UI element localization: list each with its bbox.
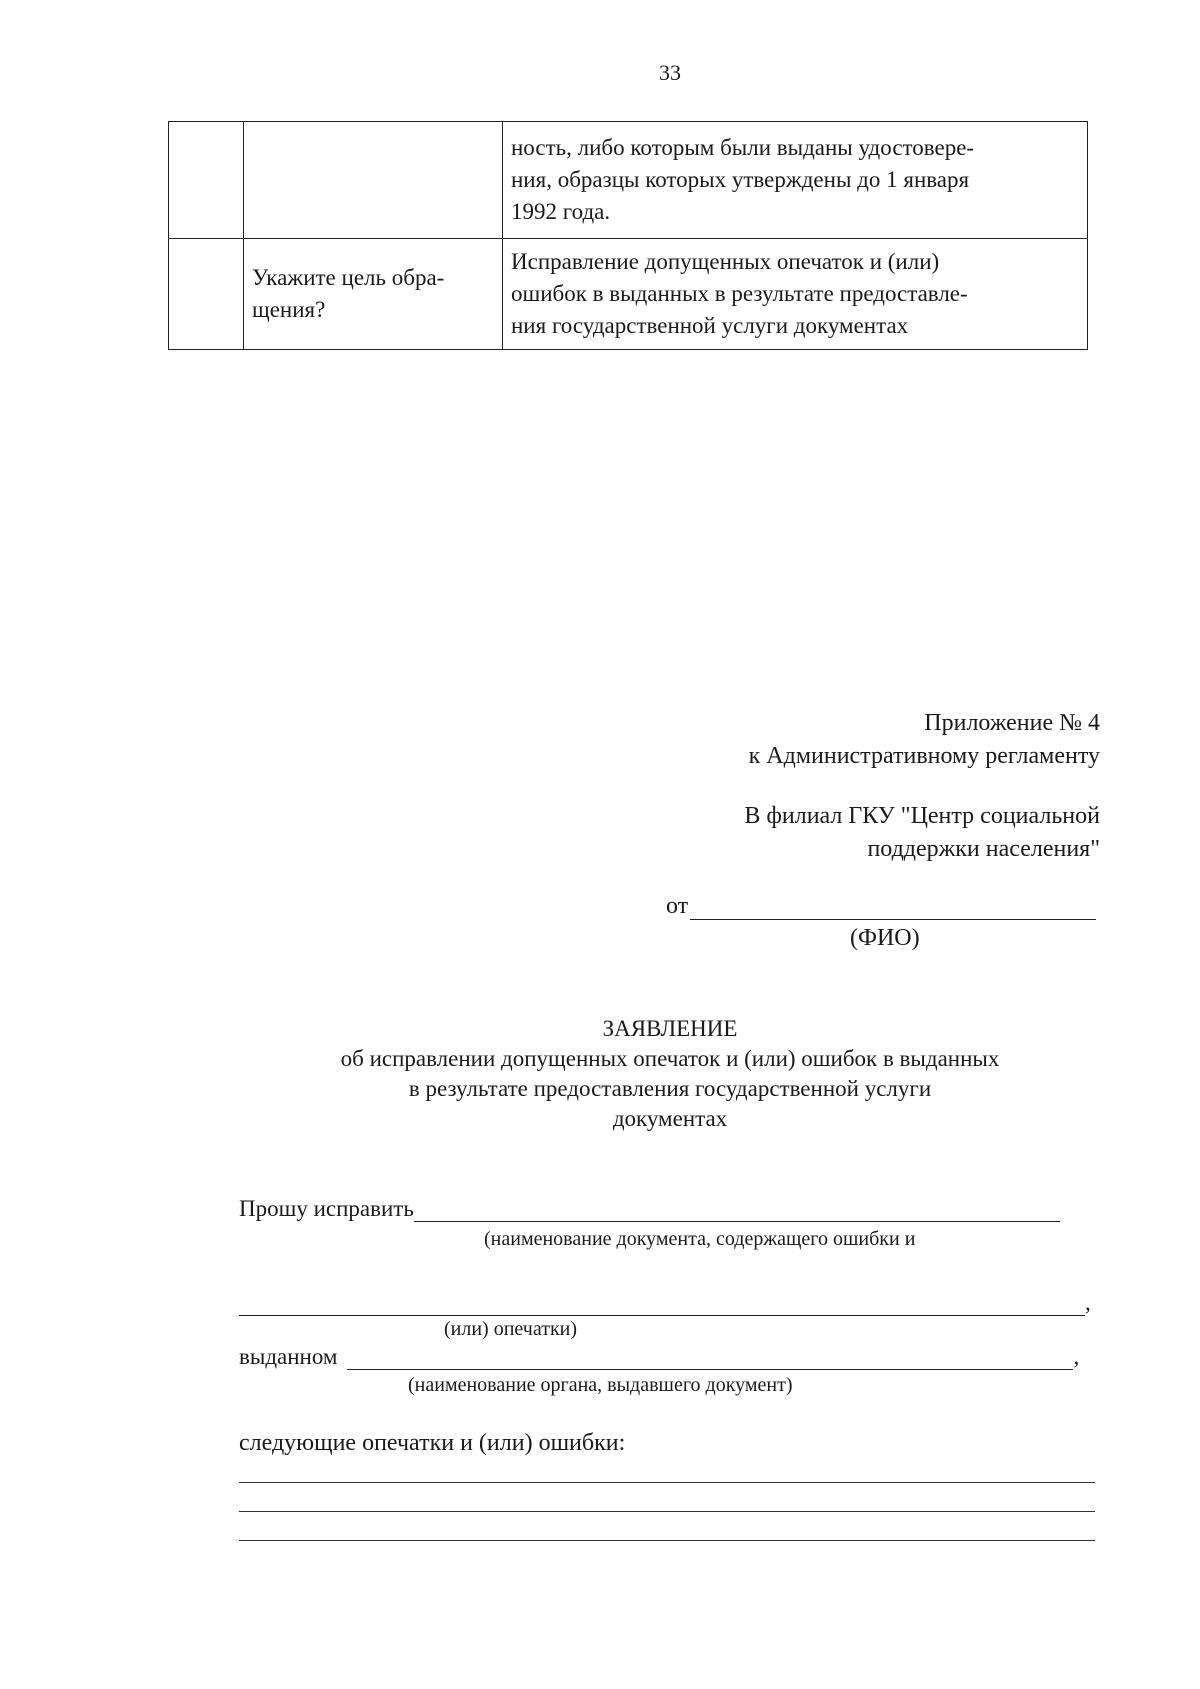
request-caption: (наименование документа, содержащего ошибки и bbox=[484, 1228, 916, 1250]
table-cell-number bbox=[169, 239, 244, 350]
title-line: об исправлении допущенных опечаток и (или) ошибок в выданных bbox=[340, 1046, 1000, 1071]
issued-caption: (наименование органа, выдавшего документ) bbox=[408, 1374, 793, 1396]
fio-caption: (ФИО) bbox=[850, 925, 920, 951]
issued-field bbox=[239, 1344, 1079, 1370]
document-title bbox=[0, 1014, 1200, 1134]
table-cell-question bbox=[244, 239, 503, 350]
answer-line: Исправление допущенных опечаток и (или) bbox=[511, 249, 940, 274]
addressee-line: поддержки населения" bbox=[867, 836, 1100, 862]
appendix-header bbox=[749, 707, 1100, 773]
table-cell-answer bbox=[503, 239, 1088, 350]
fio-blank-line[interactable] bbox=[690, 895, 1096, 920]
request-field bbox=[239, 1196, 1060, 1222]
answer-line: ошибок в выданных в результате предоставле- bbox=[511, 281, 968, 306]
appendix-reference: к Административному регламенту bbox=[748, 743, 1100, 769]
continuation-table bbox=[168, 121, 1088, 350]
title-line: в результате предоставления государственной услуги bbox=[408, 1076, 932, 1101]
request-continuation-blank-line[interactable] bbox=[239, 1293, 1085, 1316]
from-field bbox=[666, 893, 1096, 920]
answer-line: ния, образцы которых утверждены до 1 января bbox=[511, 167, 970, 192]
table-cell-answer bbox=[503, 122, 1088, 239]
from-label: от bbox=[666, 893, 689, 919]
errors-blank-line[interactable] bbox=[239, 1540, 1095, 1541]
issued-blank-line[interactable] bbox=[347, 1347, 1073, 1370]
answer-line: 1992 года. bbox=[511, 199, 611, 224]
request-continuation-field bbox=[239, 1290, 1091, 1316]
errors-blank-line[interactable] bbox=[239, 1511, 1095, 1512]
title-line: документах bbox=[612, 1106, 728, 1131]
request-label: Прошу исправить bbox=[239, 1196, 414, 1221]
appendix-number: Приложение № 4 bbox=[924, 710, 1100, 736]
title-heading: ЗАЯВЛЕНИЕ bbox=[602, 1016, 738, 1041]
comma: , bbox=[1085, 1290, 1091, 1315]
question-line: щения? bbox=[252, 297, 326, 322]
comma: , bbox=[1073, 1344, 1080, 1369]
addressee-line: В филиал ГКУ "Центр социальной bbox=[744, 803, 1100, 829]
errors-blank-line[interactable] bbox=[239, 1482, 1095, 1483]
request-blank-line[interactable] bbox=[414, 1199, 1060, 1222]
table-cell-number bbox=[169, 122, 244, 239]
table-cell-question bbox=[244, 122, 503, 239]
page-number: 33 bbox=[659, 60, 681, 85]
question-line: Укажите цель обра- bbox=[252, 265, 445, 290]
issued-label: выданном bbox=[239, 1344, 338, 1369]
errors-label: следующие опечатки и (или) ошибки: bbox=[239, 1430, 626, 1456]
answer-line: ния государственной услуги документах bbox=[511, 313, 909, 338]
table-row bbox=[169, 122, 1088, 239]
table-row bbox=[169, 239, 1088, 350]
addressee-block bbox=[744, 800, 1100, 866]
request-caption-continued: (или) опечатки) bbox=[444, 1318, 578, 1340]
answer-line: ность, либо которым были выданы удостовере- bbox=[511, 135, 975, 160]
